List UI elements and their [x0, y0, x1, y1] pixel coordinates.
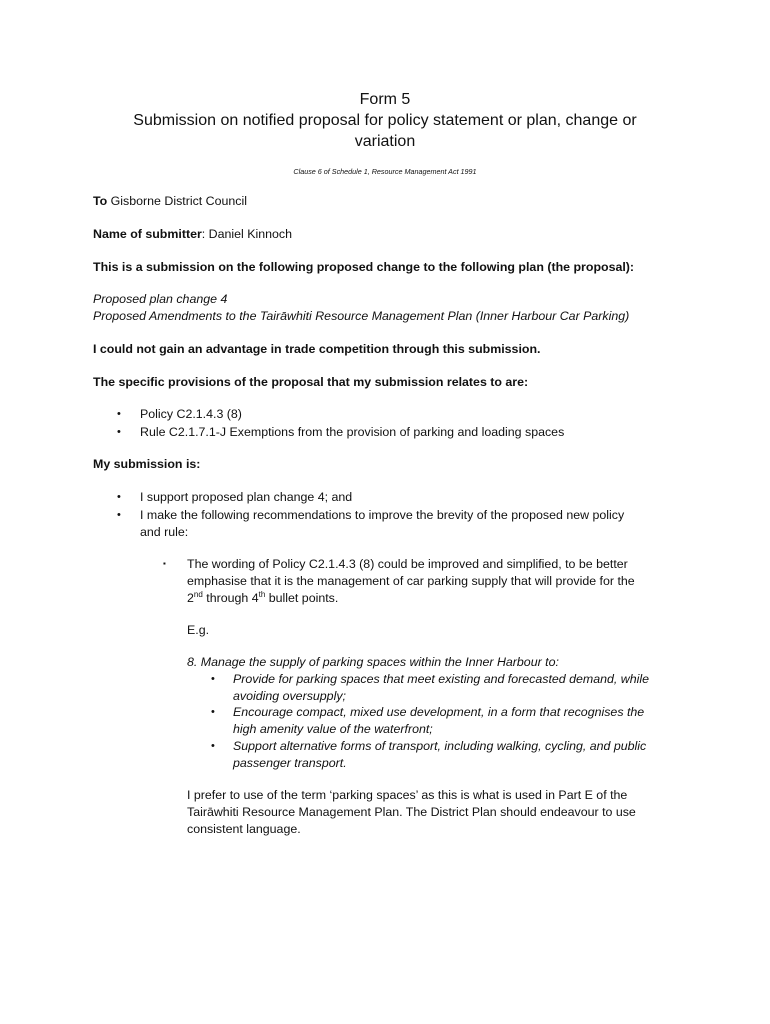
preference-line1: I prefer to use of the term ‘parking spaces’ as this is what is used in Part E of the: [187, 788, 628, 802]
bullet-icon: •: [211, 706, 215, 718]
preference-line2: Tairāwhiti Resource Management Plan. The District Plan should endeavour to use: [187, 805, 636, 819]
example-label: E.g.: [187, 623, 210, 637]
bullet-icon: •: [211, 673, 215, 685]
ordinal-text: bullet points.: [265, 591, 339, 605]
to-value: Gisborne District Council: [107, 194, 248, 208]
submission-point: I support proposed plan change 4; and: [140, 490, 353, 504]
provisions-heading: The specific provisions of the proposal that my submission relates to are:: [93, 375, 529, 389]
bullet-icon: •: [117, 491, 121, 503]
recommendation-line3: [187, 590, 338, 607]
submitter-line: [93, 226, 292, 243]
clause-reference: Clause 6 of Schedule 1, Resource Management Act 1991: [293, 167, 477, 176]
submission-point-line1: I make the following recommendations to improve the brevity of the proposed new policy: [140, 508, 625, 522]
proposal-line2: Proposed Amendments to the Tairāwhiti Resource Management Plan (Inner Harbour Car Parking): [93, 309, 630, 323]
submission-heading: This is a submission on the following proposed change to the following plan (the proposal):: [93, 260, 635, 274]
trade-statement: I could not gain an advantage in trade competition through this submission.: [93, 342, 541, 356]
ordinal-suffix: nd: [193, 589, 203, 599]
policy-bullet3-line2: passenger transport.: [233, 756, 347, 770]
provision-item: Rule C2.1.7.1-J Exemptions from the provision of parking and loading spaces: [140, 425, 565, 439]
submitter-label: Name of submitter: [93, 227, 202, 241]
square-bullet-icon: ▪: [163, 559, 166, 568]
policy-bullet2-line2: high amenity value of the waterfront;: [233, 722, 433, 736]
bullet-icon: •: [117, 509, 121, 521]
policy-bullet3-line1: Support alternative forms of transport, including walking, cycling, and public: [233, 739, 647, 753]
submitter-value: : Daniel Kinnoch: [201, 227, 293, 241]
bullet-icon: •: [211, 740, 215, 752]
my-submission-heading: My submission is:: [93, 457, 201, 471]
to-label: To: [93, 194, 108, 208]
form-title-line1: Submission on notified proposal for policy statement or plan, change or: [133, 112, 637, 129]
policy-bullet1-line2: avoiding oversupply;: [233, 689, 346, 703]
form-title-line2: variation: [354, 133, 416, 150]
to-line: [93, 193, 247, 210]
provision-item: Policy C2.1.4.3 (8): [140, 407, 242, 421]
ordinal-suffix: th: [258, 589, 266, 599]
submission-point-line2: and rule:: [140, 525, 189, 539]
policy-bullet1-line1: Provide for parking spaces that meet existing and forecasted demand, while: [233, 672, 650, 686]
policy-bullet2-line1: Encourage compact, mixed use development, in a form that recognises the: [233, 705, 645, 719]
form-number: Form 5: [359, 91, 411, 108]
bullet-icon: •: [117, 426, 121, 438]
ordinal-number: 2: [187, 591, 194, 605]
bullet-icon: •: [117, 408, 121, 420]
preference-line3: consistent language.: [187, 822, 301, 836]
recommendation-line1: The wording of Policy C2.1.4.3 (8) could be improved and simplified, to be better: [187, 557, 628, 571]
policy-intro: 8. Manage the supply of parking spaces within the Inner Harbour to:: [187, 655, 559, 669]
recommendation-line2: emphasise that it is the management of car parking supply that will provide for the: [187, 574, 635, 588]
proposal-line1: Proposed plan change 4: [93, 292, 228, 306]
ordinal-text: through 4: [202, 591, 259, 605]
